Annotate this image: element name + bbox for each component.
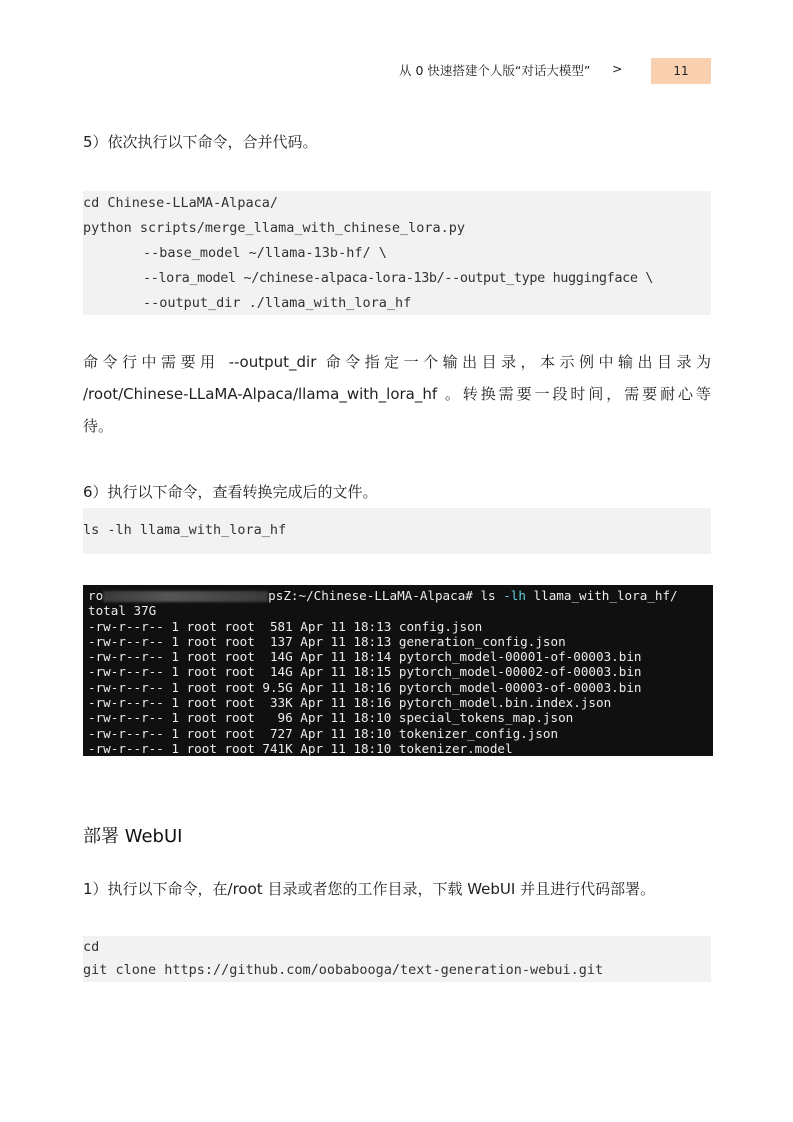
code-line: --output_dir ./llama_with_lora_hf xyxy=(143,295,412,311)
paragraph-line: /root/Chinese-LLaMA-Alpaca/llama_with_lora_hf 。转换需要一段时间，需要耐心等 xyxy=(83,385,711,403)
terminal-prompt-line xyxy=(88,588,713,603)
redacted-hostname xyxy=(103,591,268,602)
terminal-file-line: -rw-r--r-- 1 root root 14G Apr 11 18:14 pytorch_model-00001-of-00003.bin xyxy=(88,649,642,665)
code-line: --base_model ~/llama-13b-hf/ \ xyxy=(143,245,387,261)
header-title: 从 0 快速搭建个人版“对话大模型” xyxy=(399,63,591,78)
command-flag: -lh xyxy=(503,588,526,603)
terminal-file-line: -rw-r--r-- 1 root root 9.5G Apr 11 18:16 pytorch_model-00003-of-00003.bin xyxy=(88,679,642,695)
merge-code-block[interactable] xyxy=(83,191,711,315)
ls-code-block[interactable] xyxy=(83,508,711,554)
prompt-start: ro xyxy=(88,588,104,603)
terminal-file-line: -rw-r--r-- 1 root root 727 Apr 11 18:10 tokenizer_config.json xyxy=(88,725,559,741)
prompt-end: psZ:~/Chinese-LLaMA-Alpaca# ls xyxy=(268,588,504,603)
paragraph-line: 待。 xyxy=(83,417,114,435)
code-line: cd xyxy=(83,939,100,955)
terminal-file-line: -rw-r--r-- 1 root root 96 Apr 11 18:10 special_tokens_map.json xyxy=(88,710,574,726)
paragraph-line: 命令行中需要用 --output_dir 命令指定一个输出目录，本示例中输出目录为 xyxy=(83,353,711,371)
terminal-output xyxy=(83,585,713,756)
code-line: --lora_model ~/chinese-alpaca-lora-13b/--output_type huggingface \ xyxy=(143,270,654,286)
terminal-file-line: -rw-r--r-- 1 root root 581 Apr 11 18:13 config.json xyxy=(88,618,483,634)
page-number: 11 xyxy=(673,64,689,78)
code-line: cd Chinese-LLaMA-Alpaca/ xyxy=(83,195,279,211)
page-number-badge xyxy=(651,58,711,84)
code-line: git clone https://github.com/oobabooga/text-generation-webui.git xyxy=(83,962,604,978)
command-arg: llama_with_lora_hf/ xyxy=(525,588,678,603)
terminal-file-line: -rw-r--r-- 1 root root 33K Apr 11 18:16 pytorch_model.bin.index.json xyxy=(88,695,612,711)
code-line: ls -lh llama_with_lora_hf xyxy=(83,522,287,538)
step-6-label: 6）执行以下命令，查看转换完成后的文件。 xyxy=(83,483,378,501)
terminal-file-line: -rw-r--r-- 1 root root 137 Apr 11 18:13 generation_config.json xyxy=(88,633,566,649)
step-5-label: 5）依次执行以下命令，合并代码。 xyxy=(83,133,318,151)
code-line: python scripts/merge_llama_with_chinese_lora.py xyxy=(83,220,466,236)
webui-step-1-label: 1）执行以下命令，在/root 目录或者您的工作目录，下载 WebUI 并且进行代码部署。 xyxy=(83,880,656,898)
terminal-total-line: total 37G xyxy=(88,603,157,619)
terminal-file-line: -rw-r--r-- 1 root root 14G Apr 11 18:15 pytorch_model-00002-of-00003.bin xyxy=(88,664,642,680)
explanation-paragraph xyxy=(83,346,711,442)
header-arrow: > xyxy=(612,61,623,76)
section-title-webui: 部署 WebUI xyxy=(83,826,183,847)
terminal-file-line: -rw-r--r-- 1 root root 741K Apr 11 18:10 tokenizer.model xyxy=(88,740,513,756)
git-clone-code-block[interactable] xyxy=(83,936,711,982)
